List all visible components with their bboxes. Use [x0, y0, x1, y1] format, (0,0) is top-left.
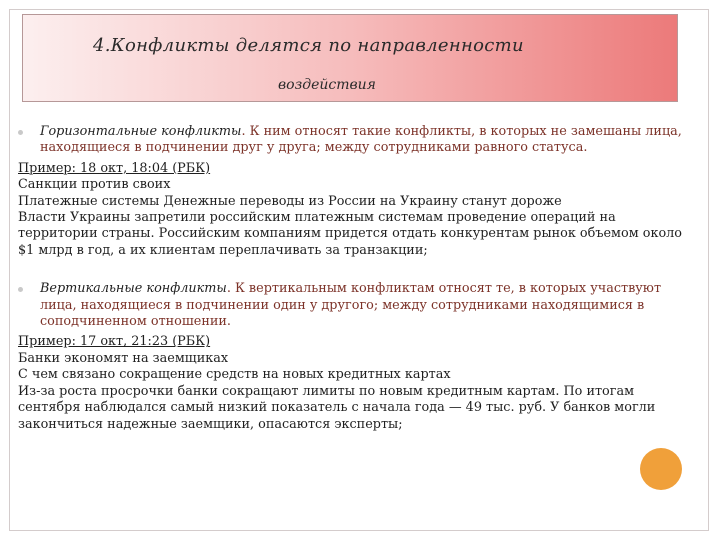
- section-gap: [18, 259, 686, 281]
- bullet-vertical-conflicts: [18, 281, 686, 330]
- body-paragraph: Из-за роста просрочки банки сокращают лимиты по новым кредитным картам. По итогам сентября наблюдался самый низкий показатель с начала года — 49 тыс. руб. У банков могли закончиться надежные заемщики, опасаются эксперты;: [18, 383, 656, 432]
- example-link[interactable]: Пример: 17 окт, 21:23 (РБК): [18, 334, 211, 350]
- bullet-dot-icon: [18, 130, 23, 135]
- example-label: [18, 334, 686, 350]
- body-line: С чем связано сокращение средств на новых кредитных картах: [18, 367, 451, 383]
- decorative-orange-circle: [640, 448, 682, 490]
- title-line-1: 4.Конфликты делятся по направленности: [93, 35, 524, 56]
- example-link[interactable]: Пример: 18 окт, 18:04 (РБК): [18, 160, 211, 176]
- bullet-text: . К вертикальным конфликтам относят те, в которых участвуют лица, находящиеся в подчинении один у другого; между сотрудниками находящимися в соподчиненном отношении.: [40, 281, 662, 330]
- body-line: Санкции против своих: [18, 177, 171, 193]
- title-line-2: воздействия: [278, 77, 376, 93]
- title-box: [22, 14, 678, 102]
- bullet-lead: Горизонтальные конфликты: [40, 124, 242, 139]
- body-paragraph: Власти Украины запретили российским платежным системам проведение операций на территории страны. Российским компаниям придется отдать конкурентам рынок объемом около $1 млрд в год, а их клиентам переплачивать за транзакции;: [18, 210, 682, 258]
- slide-content: [18, 124, 686, 433]
- body-line: Платежные системы Денежные переводы из России на Украину станут дороже: [18, 193, 562, 209]
- example-label: [18, 161, 686, 177]
- bullet-lead: Вертикальные конфликты: [40, 281, 227, 297]
- body-line: Банки экономят на заемщиках: [18, 350, 229, 366]
- bullet-text: . К ним относят такие конфликты, в которых не замешаны лица, находящиеся в подчинении друг у друга; между сотрудниками равного статуса.: [40, 124, 682, 156]
- bullet-horizontal-conflicts: [18, 124, 686, 157]
- bullet-dot-icon: [18, 287, 23, 292]
